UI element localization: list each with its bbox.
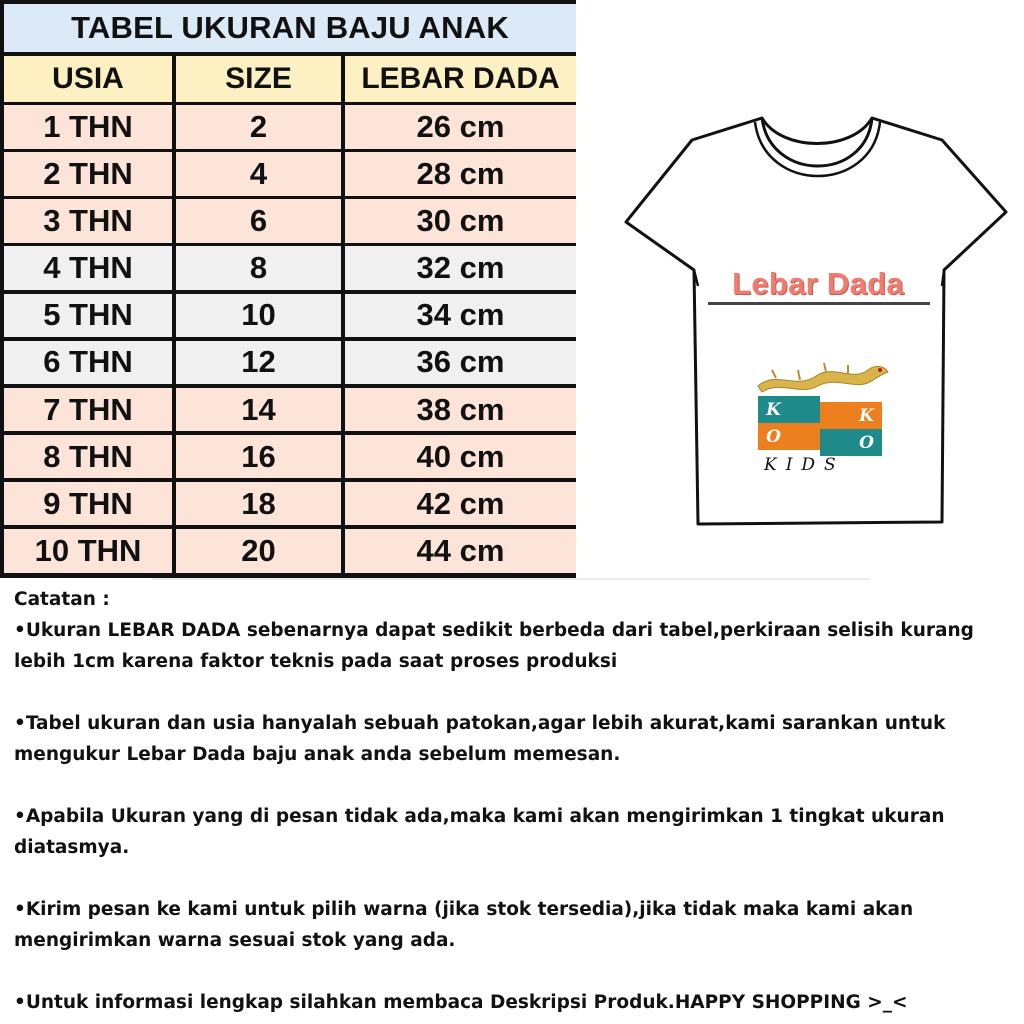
note-item: •Tabel ukuran dan usia hanyalah sebuah patokan,agar lebih akurat,kami sarankan untuk mengukur Lebar Dada baju anak anda sebelum memesan. <box>14 713 946 765</box>
cell-size: 16 <box>176 435 341 479</box>
cell-lebar-dada: 26 cm <box>345 105 576 149</box>
cell-lebar-dada: 44 cm <box>345 529 576 573</box>
cell-size: 18 <box>176 482 341 526</box>
note-item: •Apabila Ukuran yang di pesan tidak ada,maka kami akan mengirimkan 1 tingkat ukuran diatasmya. <box>14 806 945 858</box>
header-usia: USIA <box>4 56 172 102</box>
logo-tile <box>820 429 851 456</box>
cell-size: 8 <box>176 246 341 290</box>
logo-tile: O <box>758 423 789 450</box>
cell-lebar-dada: 40 cm <box>345 435 576 479</box>
cell-size: 14 <box>176 388 341 432</box>
cell-usia: 5 THN <box>4 294 172 338</box>
cell-lebar-dada: 38 cm <box>345 388 576 432</box>
koko-kids-logo <box>752 360 890 480</box>
header-size: SIZE <box>176 56 341 102</box>
notes-section <box>14 584 1018 1018</box>
cell-lebar-dada: 36 cm <box>345 341 576 385</box>
table-title: TABEL UKURAN BAJU ANAK <box>4 4 576 52</box>
note-item: •Kirim pesan ke kami untuk pilih warna (jika stok tersedia),jika tidak maka kami akan mengirimkan warna sesuai stok yang ada. <box>14 899 914 951</box>
size-table <box>0 0 576 578</box>
cell-usia: 8 THN <box>4 435 172 479</box>
logo-tile <box>820 402 851 429</box>
cell-lebar-dada: 32 cm <box>345 246 576 290</box>
logo-tile: K <box>851 402 882 429</box>
notes-heading: Catatan : <box>14 589 110 610</box>
cell-lebar-dada: 34 cm <box>345 294 576 338</box>
cell-usia: 7 THN <box>4 388 172 432</box>
logo-tile <box>789 396 820 423</box>
logo-kids-text: KIDS <box>764 455 845 475</box>
cell-usia: 10 THN <box>4 529 172 573</box>
cell-size: 2 <box>176 105 341 149</box>
chest-width-line <box>708 302 930 305</box>
cell-size: 6 <box>176 199 341 243</box>
cell-size: 20 <box>176 529 341 573</box>
header-lebar-dada: LEBAR DADA <box>345 56 576 102</box>
cell-usia: 9 THN <box>4 482 172 526</box>
cell-size: 12 <box>176 341 341 385</box>
cell-usia: 2 THN <box>4 152 172 196</box>
chest-width-label: Lebar Dada <box>732 266 904 301</box>
cell-usia: 1 THN <box>4 105 172 149</box>
cell-usia: 4 THN <box>4 246 172 290</box>
dragon-icon <box>756 360 890 396</box>
cell-lebar-dada: 30 cm <box>345 199 576 243</box>
cell-lebar-dada: 42 cm <box>345 482 576 526</box>
cell-size: 4 <box>176 152 341 196</box>
note-item: •Untuk informasi lengkap silahkan membaca Deskripsi Produk.HAPPY SHOPPING >_< <box>14 992 908 1013</box>
divider <box>152 578 870 580</box>
logo-tile: O <box>851 429 882 456</box>
cell-usia: 3 THN <box>4 199 172 243</box>
logo-tile: K <box>758 396 789 423</box>
cell-usia: 6 THN <box>4 341 172 385</box>
note-item: •Ukuran LEBAR DADA sebenarnya dapat sedikit berbeda dari tabel,perkiraan selisih kurang lebih 1cm karena faktor teknis pada saat proses produksi <box>14 620 974 672</box>
logo-tile <box>789 423 820 450</box>
cell-lebar-dada: 28 cm <box>345 152 576 196</box>
cell-size: 10 <box>176 294 341 338</box>
